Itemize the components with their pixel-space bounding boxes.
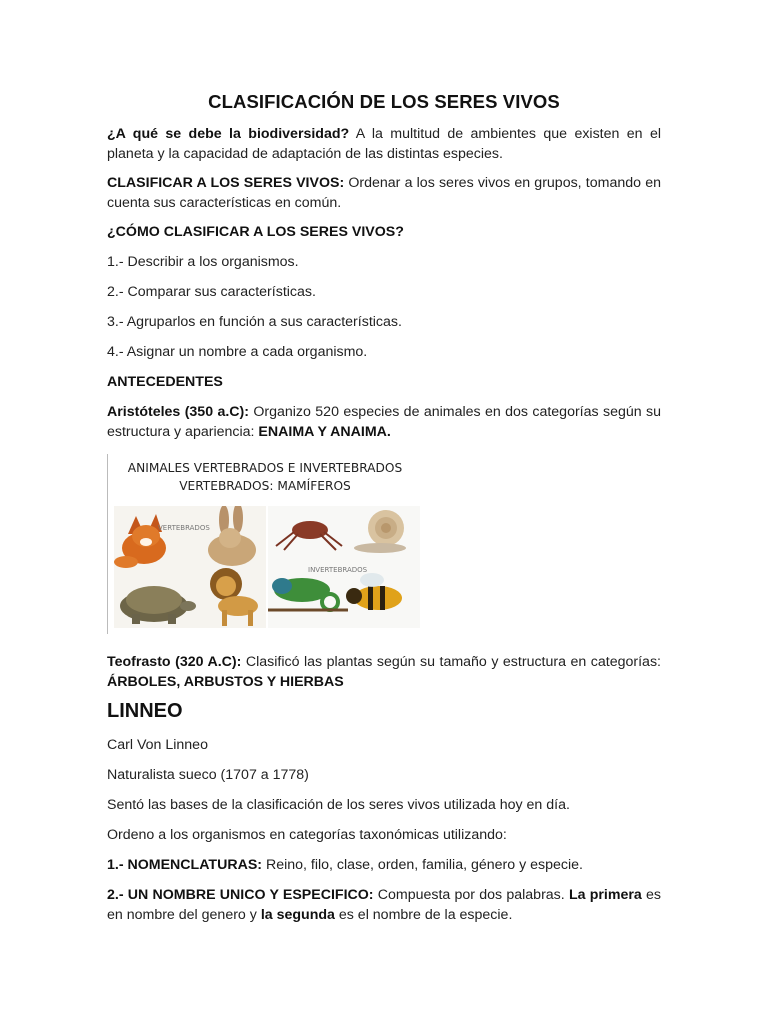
document-body [107,92,661,934]
teofrasto-paragraph [107,652,661,692]
page-title: CLASIFICACIÓN DE LOS SERES VIVOS [208,91,560,112]
figure-title-line1: ANIMALES VERTEBRADOS E INVERTEBRADOS [127,461,403,475]
biodiversity-paragraph [107,124,661,164]
teofrasto-text: Clasificó las plantas según su tamaño y estructura en categorías: [241,654,661,670]
teofrasto-name: Teofrasto (320 A.C): [107,654,242,670]
nomenclatura-paragraph [107,855,661,875]
nomenclatura-term: 1.- NOMENCLATURAS: [107,857,263,873]
step-item-3: 3.- Agruparlos en función a sus características. [107,314,402,330]
invertebrates-panel [268,506,420,628]
linneo-line-4: Ordeno a los organismos en categorías taxonómicas utilizando: [107,827,507,843]
classify-definition: Ordenar a los seres vivos en grupos, tomando en cuenta sus características en común. [107,175,661,211]
biodiversity-answer: A la multitud de ambientes que existen en el planeta y la capacidad de adaptación de las distintas especies. [107,126,661,162]
linneo-line-1: Carl Von Linneo [107,737,208,753]
linneo-heading: LINNEO [107,700,183,722]
classify-paragraph [107,173,661,213]
teofrasto-categories: ÁRBOLES, ARBUSTOS Y HIERBAS [107,674,344,690]
nombre-paragraph: 2.- UN NOMBRE UNICO Y ESPECIFICO: Compuesta por dos palabras. La primera es en nombre del genero y la segunda es el nombre de la especie. [107,887,661,923]
nombre-term: 2.- UN NOMBRE UNICO Y ESPECIFICO: [107,887,374,903]
biodiversity-question: ¿A qué se debe la biodiversidad? [107,126,350,142]
classify-term: CLASIFICAR A LOS SERES VIVOS: [107,175,345,191]
animals-figure [107,454,422,634]
figure-title-line2: VERTEBRADOS: MAMÍFEROS [179,479,351,493]
aristoteles-name: Aristóteles (350 a.C): [107,404,249,420]
how-heading: ¿CÓMO CLASIFICAR A LOS SERES VIVOS? [107,224,404,240]
linneo-line-2: Naturalista sueco (1707 a 1778) [107,767,309,783]
antecedentes-heading: ANTECEDENTES [107,374,223,390]
invertebrates-label: INVERTEBRADOS [308,566,368,574]
linneo-line-3: Sentó las bases de la clasificación de los seres vivos utilizada hoy en día. [107,797,570,813]
step-item-4: 4.- Asignar un nombre a cada organismo. [107,344,368,360]
nomenclatura-text: Reino, filo, clase, orden, familia, género y especie. [262,857,583,873]
aristoteles-paragraph [107,402,661,442]
vertebrates-panel [114,506,266,628]
aristoteles-text: Organizo 520 especies de animales en dos categorías según su estructura y apariencia: [107,404,661,440]
step-item-2: 2.- Comparar sus características. [107,284,316,300]
vertebrates-label: VERTEBRADOS [158,524,210,532]
aristoteles-categories: ENAIMA Y ANAIMA. [258,424,391,440]
step-item-1: 1.- Describir a los organismos. [107,254,299,270]
